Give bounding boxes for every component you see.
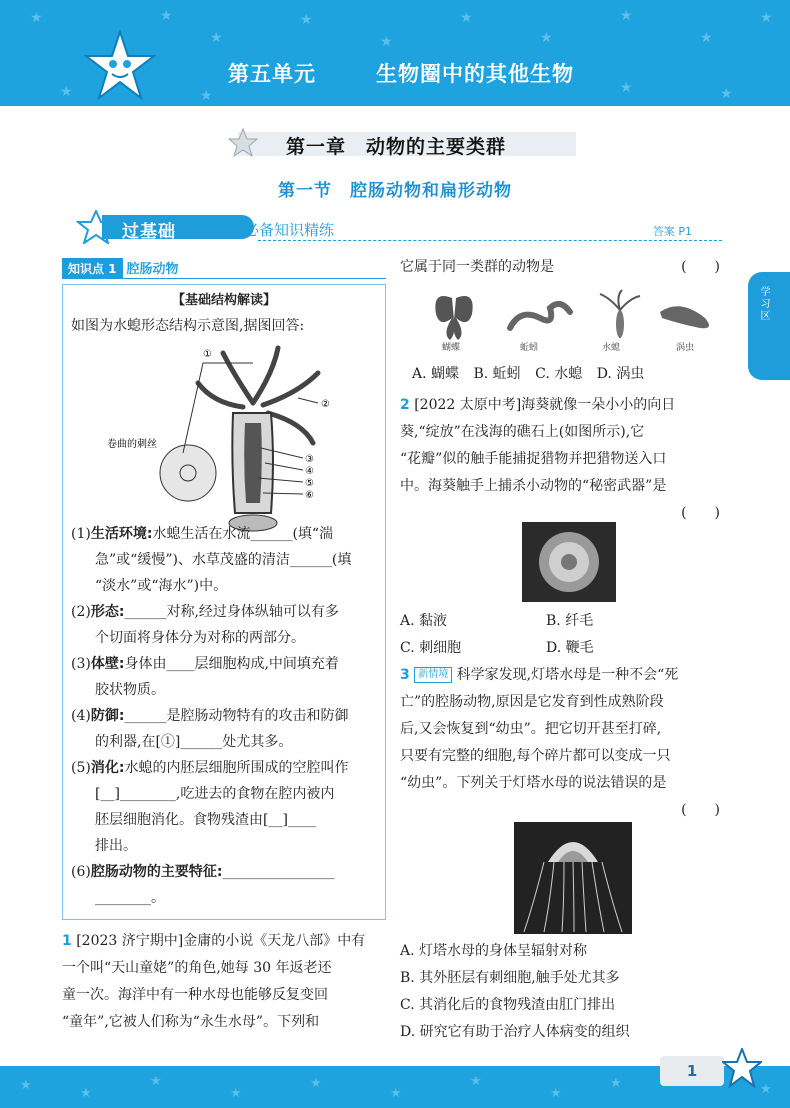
question-1-text3: 童一次。海洋中有一种水母也能够反复变回 bbox=[62, 987, 328, 1003]
page-number: 1 bbox=[660, 1056, 724, 1086]
item-1-line2: 急”或“缓慢”)、水草茂盛的清洁______(填 bbox=[95, 552, 352, 568]
question-1-text1: 金庸的小说《天龙八部》中有 bbox=[183, 933, 366, 949]
question-3 bbox=[400, 662, 726, 824]
question-2-text2: 葵,“绽放”在浅海的礁石上(如图所示),它 bbox=[400, 424, 645, 440]
item-4: (4)防御:______是腔肠动物特有的攻击和防御 bbox=[71, 708, 349, 724]
unit-banner: ★ ★ ★ ★ ★ ★ ★ ★ ★ ★ ★ ★ ★ ★ 第五单元 生物圈中的其他生物 bbox=[0, 0, 790, 106]
option-d[interactable]: D. 鞭毛 bbox=[546, 640, 594, 656]
option-b[interactable]: B. 蚯蚓 bbox=[473, 366, 521, 382]
item-6: (6)腔肠动物的主要特征:________________ bbox=[71, 864, 335, 880]
animal-label-earthworm: 蚯蚓 bbox=[520, 343, 539, 353]
option-d[interactable]: D. 涡虫 bbox=[596, 366, 645, 382]
butterfly-image bbox=[435, 296, 472, 340]
label-1: ① bbox=[203, 349, 212, 360]
mascot-footer-icon bbox=[722, 1048, 762, 1088]
option-a[interactable]: A. 蝴蝶 bbox=[412, 366, 460, 382]
label-2: ② bbox=[321, 399, 330, 410]
item-5-line3: 胚层细胞消化。食物残渣由[__]____ bbox=[95, 812, 316, 828]
unit-title bbox=[228, 58, 574, 88]
question-3-text2: 亡”的腔肠动物,原因是它发育到性成熟阶段 bbox=[400, 694, 664, 710]
hydra-diagram bbox=[103, 343, 343, 543]
star-icon bbox=[228, 128, 258, 158]
label-side: 卷曲的刺丝 bbox=[107, 439, 157, 450]
question-3-number: 3 bbox=[400, 667, 410, 683]
question-1-source: [2023 济宁期中] bbox=[76, 933, 184, 949]
page-footer: ★ ★ ★ ★ ★ ★ ★ ★ ★ ★ bbox=[0, 1066, 790, 1108]
option-a[interactable]: A. 黏液 bbox=[400, 613, 448, 629]
animal-label-planarian: 涡虫 bbox=[676, 343, 695, 353]
question-3-text4: 只要有完整的细胞,每个碎片都可以变成一只 bbox=[400, 748, 671, 764]
unit-name: 生物圈中的其他生物 bbox=[376, 62, 574, 86]
sea-anemone-photo bbox=[522, 522, 616, 602]
box-intro: 如图为水螅形态结构示意图,据图回答: bbox=[71, 318, 305, 334]
chapter-title: 第一章 动物的主要类群 bbox=[286, 136, 507, 158]
practice-title: 过基础 bbox=[122, 222, 176, 242]
label-3: ③ bbox=[305, 454, 314, 465]
item-4-line2: 的利器,在[①]______处尤其多。 bbox=[95, 734, 293, 750]
hydra-image bbox=[600, 290, 640, 338]
question-3-answer-paren[interactable]: ( ) bbox=[681, 802, 720, 818]
question-2-number: 2 bbox=[400, 397, 410, 413]
answer-ref[interactable]: 答案 P1 bbox=[652, 225, 692, 238]
earthworm-image bbox=[510, 304, 570, 328]
item-5: (5)消化:水螅的内胚层细胞所围成的空腔叫作 bbox=[71, 760, 349, 776]
question-1-number: 1 bbox=[62, 933, 72, 949]
knowledge-tag: 知识点 1 bbox=[62, 258, 123, 279]
basic-structure-box bbox=[62, 284, 386, 920]
animal-label-butterfly: 蝴蝶 bbox=[442, 343, 461, 353]
question-1-options bbox=[412, 363, 654, 383]
section-title: 第一节 腔肠动物和扁形动物 bbox=[278, 181, 512, 201]
label-4: ④ bbox=[305, 466, 314, 477]
item-2-line2: 个切面将身体分为对称的两部分。 bbox=[95, 630, 305, 646]
question-items bbox=[71, 521, 383, 911]
option-d[interactable]: D. 研究它有助于治疗人体病变的组织 bbox=[400, 1024, 630, 1040]
item-5-line2: [__]________,吃进去的食物在腔内被内 bbox=[95, 786, 335, 802]
option-c[interactable]: C. 刺细胞 bbox=[400, 640, 462, 656]
question-1-text2: 一个叫“天山童姥”的角色,她每 30 年返老还 bbox=[62, 960, 332, 976]
item-2: (2)形态:______对称,经过身体纵轴可以有多 bbox=[71, 604, 339, 620]
option-a[interactable]: A. 灯塔水母的身体呈辐射对称 bbox=[400, 943, 588, 959]
option-c[interactable]: C. 其消化后的食物残渣由肛门排出 bbox=[400, 997, 616, 1013]
question-1-text4: “童年”,它被人们称为“永生水母”。下列和 bbox=[62, 1014, 320, 1030]
question-1-answer-paren[interactable]: ( ) bbox=[681, 259, 720, 275]
question-2-text4: 中。海葵触手上捕杀小动物的“秘密武器”是 bbox=[400, 478, 667, 494]
label-6: ⑥ bbox=[305, 490, 314, 501]
jellyfish-photo bbox=[514, 822, 632, 934]
right-column bbox=[400, 254, 726, 281]
question-3-text1: 科学家发现,灯塔水母是一种不会“死 bbox=[456, 667, 679, 683]
question-3-options bbox=[400, 938, 726, 1046]
item-6-line2: ________。 bbox=[95, 890, 165, 906]
dashed-divider bbox=[258, 240, 722, 241]
option-c[interactable]: C. 水螅 bbox=[535, 366, 583, 382]
question-2-text1: 海葵就像一朵小小的向日 bbox=[521, 397, 676, 413]
item-5-line4: 排出。 bbox=[95, 838, 137, 854]
question-1 bbox=[62, 928, 390, 1036]
practice-subtitle: 教材必备知识精练 bbox=[214, 221, 335, 239]
item-1-line3: “淡水”或“海水”)中。 bbox=[95, 578, 228, 594]
planarian-image bbox=[660, 306, 709, 328]
side-tab-label: 学习区 bbox=[758, 286, 769, 322]
question-2-answer-paren[interactable]: ( ) bbox=[681, 505, 720, 521]
label-5: ⑤ bbox=[305, 478, 314, 489]
item-3: (3)体壁:身体由____层细胞构成,中间填充着 bbox=[71, 656, 339, 672]
new-context-tag: 新情境 bbox=[414, 667, 452, 683]
knowledge-divider bbox=[62, 278, 386, 279]
question-2 bbox=[400, 392, 726, 527]
mascot-icon bbox=[84, 30, 156, 102]
item-1: (1)生活环境:水螅生活在水流______(填“湍 bbox=[71, 526, 334, 542]
knowledge-name: 腔肠动物 bbox=[126, 262, 179, 277]
question-3-text3: 后,又会恢复到“幼虫”。把它切开甚至打碎, bbox=[400, 721, 662, 737]
side-tab[interactable] bbox=[748, 272, 790, 380]
box-heading: 【基础结构解读】 bbox=[171, 293, 276, 308]
question-1-cont: 它属于同一类群的动物是 ( ) bbox=[400, 254, 726, 281]
practice-bar bbox=[62, 210, 722, 244]
chapter-heading bbox=[228, 128, 576, 158]
question-2-text3: “花瓣”似的触手能捕捉猎物并把猎物送入口 bbox=[400, 451, 667, 467]
question-3-text5: “幼虫”。下列关于灯塔水母的说法错误的是 bbox=[400, 775, 667, 791]
animal-label-hydra: 水螅 bbox=[602, 343, 621, 353]
knowledge-point bbox=[62, 258, 179, 278]
unit-number: 第五单元 bbox=[228, 62, 316, 86]
option-b[interactable]: B. 其外胚层有刺细胞,触手处尤其多 bbox=[400, 970, 620, 986]
question-2-options bbox=[400, 608, 726, 662]
question-2-source: [2022 太原中考] bbox=[414, 397, 522, 413]
option-b[interactable]: B. 纤毛 bbox=[546, 613, 594, 629]
item-3-line2: 胶状物质。 bbox=[95, 682, 165, 698]
